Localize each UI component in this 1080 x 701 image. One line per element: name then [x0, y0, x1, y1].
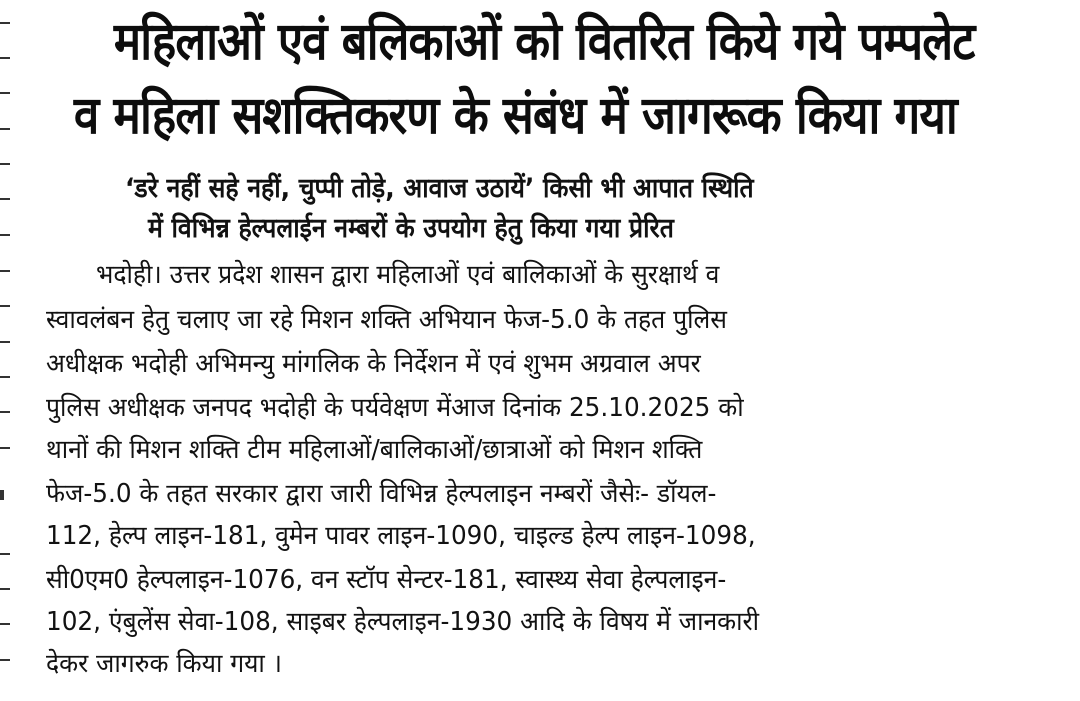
- body-line: सी0एम0 हेल्पलाइन-1076, वन स्टॉप सेन्टर-181, स्वास्थ्य सेवा हेल्पलाइन-: [46, 565, 727, 595]
- subheading-line-2: में विभिन्न हेल्पलाईन नम्बरों के उपयोग हेतु किया गया प्रेरित: [148, 213, 674, 244]
- margin-tick: [0, 588, 10, 590]
- margin-tick: [0, 659, 10, 661]
- margin-tick: [0, 341, 10, 343]
- body-line: 102, एंबुलेंस सेवा-108, साइबर हेल्पलाइन-1930 आदि के विषय में जानकारी: [46, 607, 760, 637]
- body-line: स्वावलंबन हेतु चलाए जा रहे मिशन शक्ति अभियान फेज-5.0 के तहत पुलिस: [46, 305, 727, 335]
- margin-tick: [0, 553, 10, 555]
- headline-line-2: व महिला सशक्तिकरण के संबंध में जागरूक किया गया: [73, 86, 957, 146]
- margin-tick: [0, 305, 10, 307]
- margin-tick: [0, 270, 10, 272]
- headline-line-1: महिलाओं एवं बलिकाओं को वितरित किये गये पम्पलेट: [113, 12, 975, 72]
- margin-tick: [0, 198, 10, 200]
- margin-tick: [0, 490, 4, 500]
- margin-tick: [0, 623, 10, 625]
- body-line: देकर जागरुक किया गया ।: [46, 649, 283, 679]
- subheading-line-1: ‘डरे नहीं सहे नहीं, चुप्पी तोड़े, आवाज उठायें’ किसी भी आपात स्थिति: [125, 173, 754, 204]
- margin-tick: [0, 163, 10, 165]
- margin-tick: [0, 447, 10, 449]
- margin-tick: [0, 376, 10, 378]
- margin-tick: [0, 234, 10, 236]
- body-line: भदोही। उत्तर प्रदेश शासन द्वारा महिलाओं एवं बालिकाओं के सुरक्षार्थ व: [96, 260, 720, 290]
- body-line: अधीक्षक भदोही अभिमन्यु मांगलिक के निर्देशन में एवं शुभम अग्रवाल अपर: [46, 349, 701, 379]
- margin-tick: [0, 411, 10, 413]
- body-line: पुलिस अधीक्षक जनपद भदोही के पर्यवेक्षण मेंआज दिनांक 25.10.2025 को: [46, 393, 744, 423]
- body-line: फेज-5.0 के तहत सरकार द्वारा जारी विभिन्न हेल्पलाइन नम्बरों जैसेः- डॉयल-: [46, 479, 717, 509]
- body-line: 112, हेल्प लाइन-181, वुमेन पावर लाइन-1090, चाइल्ड हेल्प लाइन-1098,: [46, 521, 756, 551]
- body-line: थानों की मिशन शक्ति टीम महिलाओं/बालिकाओं/छात्राओं को मिशन शक्ति: [46, 435, 703, 465]
